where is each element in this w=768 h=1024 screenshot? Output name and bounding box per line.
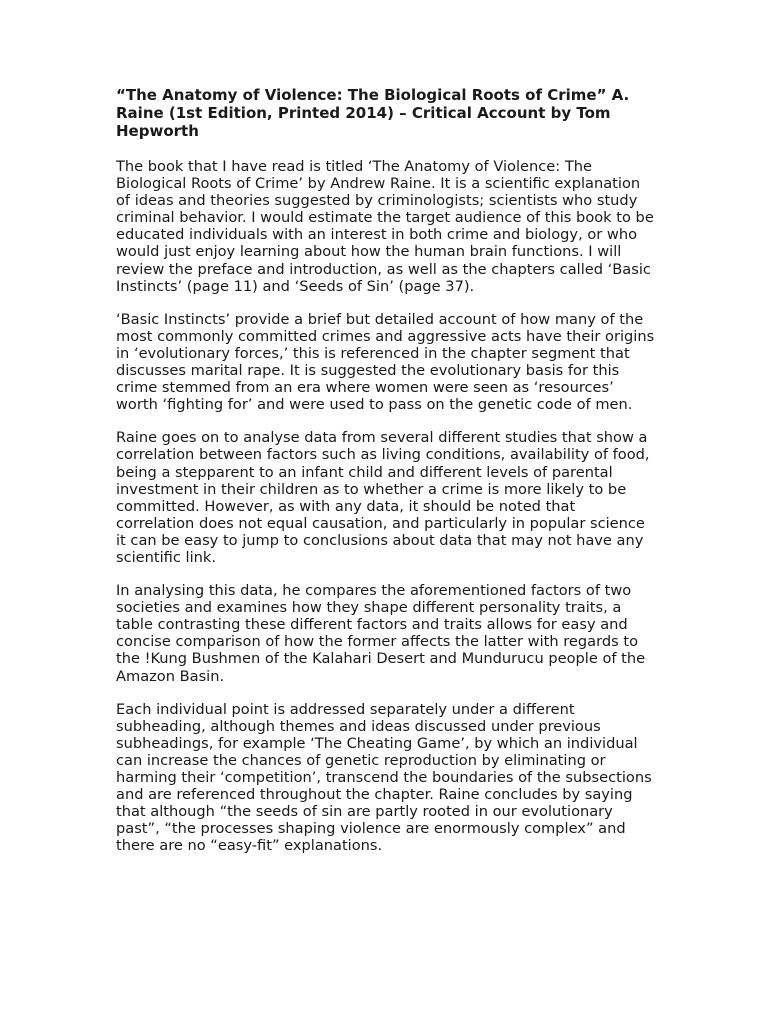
paragraph-data-analysis: Raine goes on to analyse data from several different studies that show a correlation between factors such as living conditions, availability of food, being a stepparent to an infant child and different levels of parental investment in their children as to whether a crime is more likely to be committed. However, as with any data, it should be noted that correlation does not equal causation, and particularly in popular science it can be easy to jump to conclusions about data that may not have any scientific link. (116, 429, 650, 566)
paragraph-basic-instincts: ‘Basic Instincts’ provide a brief but detailed account of how many of the most commonly committed crimes and aggressive acts have their origins in ‘evolutionary forces,’ this is referenced in the chapter segment that discusses marital rape. It is suggested the evolutionary basis for this crime stemmed from an era where women were seen as ‘resources’ worth ‘fighting for’ and were used to pass on the genetic code of men. (116, 310, 655, 414)
document-page (116, 86, 656, 870)
paragraph-societies: In analysing this data, he compares the aforementioned factors of two societies and examines how they shape different personality traits, a table contrasting these different factors and traits allows for easy and concise comparison of how the former affects the latter with regards to the !Kung Bushmen of the Kalahari Desert and Mundurucu people of the Amazon Basin. (116, 582, 646, 685)
paragraph-intro: The book that I have read is titled ‘The Anatomy of Violence: The Biological Roots of Crime’ by Andrew Raine. It is a scientific explanation of ideas and theories suggested by criminologists; scientists who study criminal behavior. I would estimate the target audience of this book to be educated individuals with an interest in both crime and biology, or who would just enjoy learning about how the human brain functions. I will review the preface and introduction, as well as the chapters called ‘Basic Instincts’ (page 11) and ‘Seeds of Sin’ (page 37). (116, 158, 654, 295)
document-title: “The Anatomy of Violence: The Biological Roots of Crime” A. Raine (1st Edition, Printed 2014) – Critical Account by Tom Hepworth (116, 86, 630, 140)
paragraph-subheadings: Each individual point is addressed separately under a different subheading, although themes and ideas discussed under previous subheadings, for example ‘The Cheating Game’, by which an individual can increase the chances of genetic reproduction by eliminating or harming their ‘competition’, transcend the boundaries of the subsections and are referenced throughout the chapter. Raine concludes by saying that although “the seeds of sin are partly rooted in our evolutionary past”, “the processes shaping violence are enormously complex” and there are no “easy-fit” explanations. (116, 700, 652, 855)
